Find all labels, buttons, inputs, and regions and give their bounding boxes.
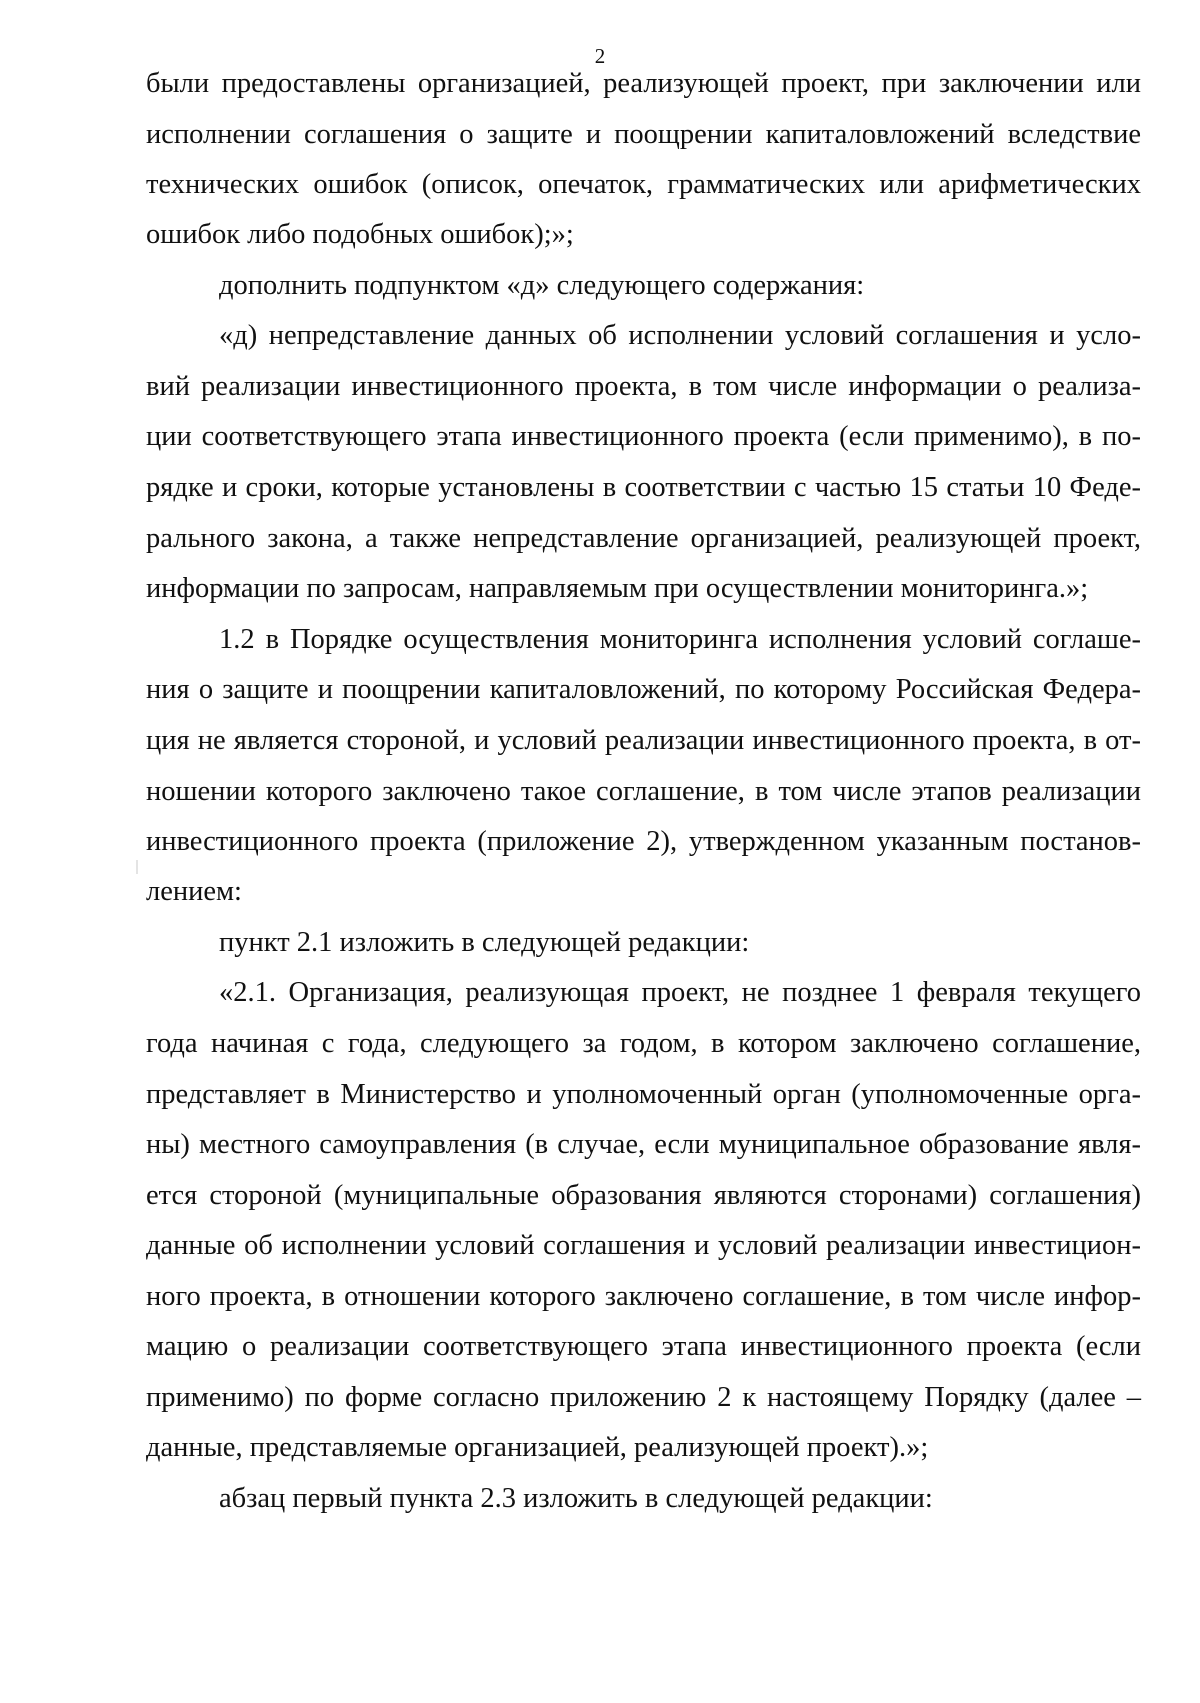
text-line: ния о защите и поощрении капиталовложений, по которому Российская Федера- [146,674,1141,705]
text-line: инвестиционного проекта (приложение 2), утвержденном указанным постанов- [146,826,1141,857]
text-line: дополнить подпунктом «д» следующего содержания: [219,270,865,301]
text-line: лением: [146,876,242,907]
text-line: «2.1. Организация, реализующая проект, не позднее 1 февраля текущего [219,977,1141,1008]
text-line: ция не является стороной, и условий реализации инвестиционного проекта, в от- [146,725,1141,756]
text-line: исполнении соглашения о защите и поощрении капиталовложений вследствие [146,119,1141,150]
text-line: рядке и сроки, которые установлены в соответствии с частью 15 статьи 10 Феде- [146,472,1141,503]
text-line: мацию о реализации соответствующего этапа инвестиционного проекта (если [146,1331,1141,1362]
text-line: «д) непредставление данных об исполнении условий соглашения и усло- [219,320,1141,351]
text-line: представляет в Министерство и уполномоченный орган (уполномоченные орга- [146,1079,1141,1110]
text-line: ношении которого заключено такое соглашение, в том числе этапов реализации [146,776,1141,807]
text-line: информации по запросам, направляемым при осуществлении мониторинга.»; [146,573,1089,604]
text-line: ного проекта, в отношении которого заключено соглашение, в том числе инфор- [146,1281,1141,1312]
text-line: вий реализации инвестиционного проекта, в том числе информации о реализа- [146,371,1141,402]
text-line: ны) местного самоуправления (в случае, если муниципальное образование явля- [146,1129,1141,1160]
text-line: 1.2 в Порядке осуществления мониторинга исполнения условий соглаше- [219,624,1141,655]
text-line: ции соответствующего этапа инвестиционного проекта (если применимо), в по- [146,421,1141,452]
text-line: года начиная с года, следующего за годом, в котором заключено соглашение, [146,1028,1141,1059]
scan-artifact [136,860,138,874]
text-line: пункт 2.1 изложить в следующей редакции: [219,927,750,958]
text-line: данные, представляемые организацией, реализующей проект).»; [146,1432,929,1463]
text-line: ошибок либо подобных ошибок);»; [146,219,574,250]
text-line: рального закона, а также непредставление организацией, реализующей проект, [146,523,1141,554]
text-line: данные об исполнении условий соглашения и условий реализации инвестицион- [146,1230,1141,1261]
page-number: 2 [594,44,606,68]
text-line: абзац первый пункта 2.3 изложить в следующей редакции: [219,1483,933,1514]
text-line: применимо) по форме согласно приложению 2 к настоящему Порядку (далее – [146,1382,1141,1413]
text-line: ется стороной (муниципальные образования являются сторонами) соглашения) [146,1180,1141,1211]
text-line: технических ошибок (описок, опечаток, грамматических или арифметических [146,169,1141,200]
text-line: были предоставлены организацией, реализующей проект, при заключении или [146,68,1141,99]
